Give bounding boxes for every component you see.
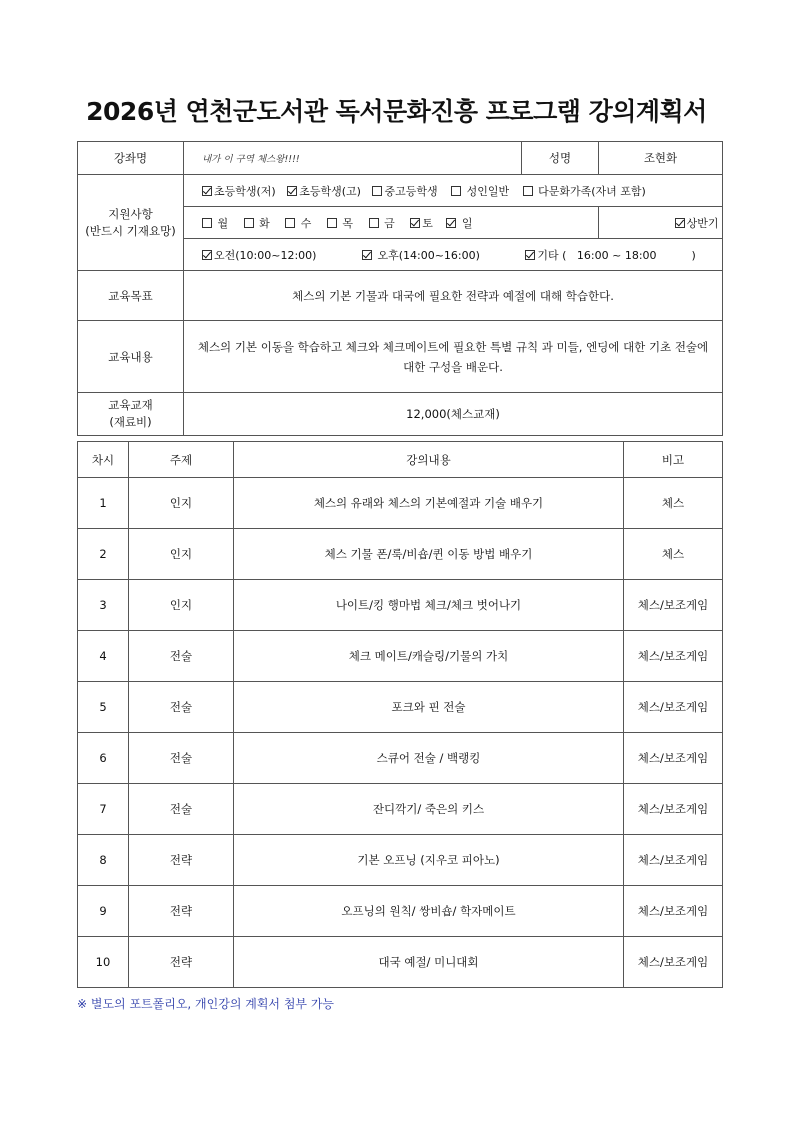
session-topic: 인지 — [129, 529, 234, 580]
checkbox-icon[interactable] — [446, 218, 456, 228]
course-label: 강좌명 — [78, 142, 184, 175]
table-row — [78, 631, 723, 682]
target-option[interactable]: 중고등학생 — [372, 183, 437, 199]
session-content: 체스의 유래와 체스의 기본예절과 기술 배우기 — [234, 478, 624, 529]
session-note: 체스/보조게임 — [624, 937, 723, 988]
support-label-line2: (반드시 기재요망) — [85, 223, 176, 238]
session-topic: 전술 — [129, 682, 234, 733]
footnote: ※ 별도의 포트폴리오, 개인강의 계획서 첨부 가능 — [77, 997, 335, 1011]
session-number: 6 — [78, 733, 129, 784]
session-content: 대국 예절/ 미니대회 — [234, 937, 624, 988]
checkbox-icon[interactable] — [362, 250, 372, 260]
checkbox-icon[interactable] — [202, 250, 212, 260]
day-option[interactable]: 월 — [202, 215, 228, 231]
session-topic: 전략 — [129, 835, 234, 886]
time-option[interactable]: 기타 ( 16:00 ~ 18:00 ) — [525, 247, 695, 263]
target-option[interactable]: 성인일반 — [451, 183, 509, 199]
goal-value: 체스의 기본 기물과 대국에 필요한 전략과 예절에 대해 학습한다. — [184, 271, 723, 321]
half-option[interactable]: 상반기 — [675, 215, 719, 231]
support-label-line1: 지원사항 — [108, 206, 153, 221]
session-number: 4 — [78, 631, 129, 682]
checkbox-icon[interactable] — [287, 186, 297, 196]
session-note: 체스/보조게임 — [624, 631, 723, 682]
material-label — [78, 393, 184, 436]
content-value: 체스의 기본 이동을 학습하고 체크와 체크메이트에 필요한 특별 규칙 과 미들, 엔딩에 대한 기초 전술에 대한 구성을 배운다. — [184, 321, 723, 393]
session-content: 기본 오프닝 (지우코 피아노) — [234, 835, 624, 886]
session-number: 10 — [78, 937, 129, 988]
target-options — [184, 175, 723, 207]
session-note: 체스/보조게임 — [624, 784, 723, 835]
goal-label: 교육목표 — [78, 271, 184, 321]
session-content: 스큐어 전술 / 백랭킹 — [234, 733, 624, 784]
checkbox-icon[interactable] — [244, 218, 254, 228]
session-number: 9 — [78, 886, 129, 937]
session-number: 5 — [78, 682, 129, 733]
session-topic: 전술 — [129, 733, 234, 784]
header-session: 차시 — [78, 442, 129, 478]
header-topic: 주제 — [129, 442, 234, 478]
day-option[interactable]: 화 — [244, 215, 270, 231]
session-topic: 전술 — [129, 784, 234, 835]
schedule-table — [77, 441, 723, 988]
material-label-line1: 교육교재 — [108, 398, 153, 412]
table-row — [78, 886, 723, 937]
session-note: 체스/보조게임 — [624, 733, 723, 784]
checkbox-icon[interactable] — [327, 218, 337, 228]
time-option[interactable]: 오전(10:00~12:00) — [202, 247, 316, 263]
checkbox-icon[interactable] — [675, 218, 685, 228]
session-content: 체크 메이트/캐슬링/기물의 가치 — [234, 631, 624, 682]
session-number: 7 — [78, 784, 129, 835]
table-row — [78, 682, 723, 733]
session-topic: 전략 — [129, 886, 234, 937]
name-label: 성명 — [522, 142, 599, 175]
header-note: 비고 — [624, 442, 723, 478]
session-topic: 전술 — [129, 631, 234, 682]
info-table — [77, 141, 723, 436]
session-note: 체스/보조게임 — [624, 580, 723, 631]
checkbox-icon[interactable] — [523, 186, 533, 196]
session-topic: 전략 — [129, 937, 234, 988]
checkbox-icon[interactable] — [202, 186, 212, 196]
table-row — [78, 478, 723, 529]
checkbox-icon[interactable] — [202, 218, 212, 228]
table-row — [78, 835, 723, 886]
checkbox-icon[interactable] — [410, 218, 420, 228]
checkbox-icon[interactable] — [525, 250, 535, 260]
day-option[interactable]: 일 — [446, 215, 472, 231]
session-topic: 인지 — [129, 580, 234, 631]
name-value: 조현화 — [599, 142, 723, 175]
support-label — [78, 175, 184, 271]
checkbox-icon[interactable] — [451, 186, 461, 196]
session-content: 포크와 핀 전술 — [234, 682, 624, 733]
day-option[interactable]: 금 — [369, 215, 395, 231]
target-option[interactable]: 초등학생(저) — [202, 183, 276, 199]
target-option[interactable]: 다문화가족(자녀 포함) — [523, 183, 646, 199]
day-option[interactable]: 목 — [327, 215, 353, 231]
session-number: 3 — [78, 580, 129, 631]
session-note: 체스/보조게임 — [624, 886, 723, 937]
half-option-cell — [599, 207, 723, 239]
table-row — [78, 733, 723, 784]
session-content: 오프닝의 원칙/ 쌍비숍/ 학자메이트 — [234, 886, 624, 937]
session-note: 체스/보조게임 — [624, 682, 723, 733]
day-options — [184, 207, 599, 239]
session-content: 잔디깍기/ 죽은의 키스 — [234, 784, 624, 835]
time-options — [184, 239, 723, 271]
session-note: 체스/보조게임 — [624, 835, 723, 886]
session-content: 나이트/킹 행마법 체크/체크 벗어나기 — [234, 580, 624, 631]
document-title: 2026년 연천군도서관 독서문화진흥 프로그램 강의계획서 — [86, 97, 707, 126]
day-option[interactable]: 토 — [410, 215, 433, 231]
material-value: 12,000(체스교재) — [184, 393, 723, 436]
table-row — [78, 784, 723, 835]
day-option[interactable]: 수 — [285, 215, 311, 231]
target-option[interactable]: 초등학생(고) — [287, 183, 361, 199]
session-content: 체스 기물 폰/룩/비숍/퀸 이동 방법 배우기 — [234, 529, 624, 580]
table-row — [78, 580, 723, 631]
material-label-line2: (재료비) — [109, 415, 152, 429]
session-number: 2 — [78, 529, 129, 580]
course-value: 내가 이 구역 체스왕!!!! — [184, 142, 522, 175]
header-content: 강의내용 — [234, 442, 624, 478]
session-number: 1 — [78, 478, 129, 529]
content-label: 교육내용 — [78, 321, 184, 393]
table-row — [78, 529, 723, 580]
checkbox-icon[interactable] — [372, 186, 382, 196]
table-row — [78, 937, 723, 988]
session-topic: 인지 — [129, 478, 234, 529]
time-option[interactable]: 오후(14:00~16:00) — [362, 247, 480, 263]
checkbox-icon[interactable] — [369, 218, 379, 228]
session-note: 체스 — [624, 529, 723, 580]
session-note: 체스 — [624, 478, 723, 529]
session-number: 8 — [78, 835, 129, 886]
checkbox-icon[interactable] — [285, 218, 295, 228]
